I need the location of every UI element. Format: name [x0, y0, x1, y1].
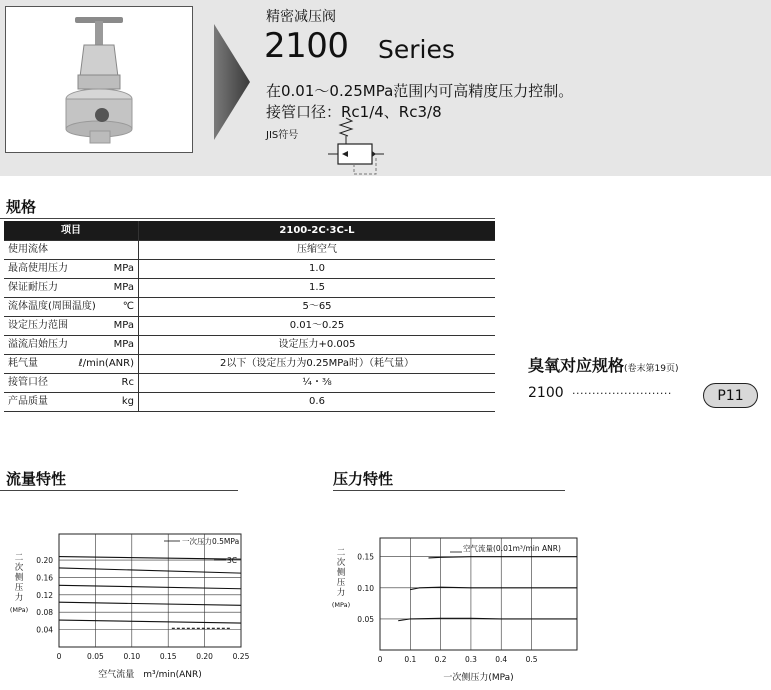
spec-row-value: 1.0: [139, 260, 496, 279]
spec-row-label: 溢流启始压力: [8, 339, 68, 350]
ozone-note: (卷末第19页): [624, 364, 679, 374]
plot-frame: [380, 538, 577, 650]
annotation-label: 3C: [227, 556, 238, 565]
ozone-title-text: 臭氧对应规格: [528, 356, 625, 375]
y-tick-label: 0.10: [357, 583, 374, 593]
ozone-leader-dots: ·························: [572, 387, 672, 400]
spec-row-value: ¼・⅜: [139, 374, 496, 393]
x-tick-label: 0.2: [434, 655, 447, 664]
spec-title: 规格: [6, 198, 37, 216]
spec-row-label: 设定压力范围: [8, 320, 68, 331]
x-tick-label: 0.05: [87, 652, 104, 661]
x-tick-label: 0.1: [404, 655, 417, 664]
y-axis-unit: (MPa): [9, 606, 29, 614]
spec-row-unit: ℃: [122, 301, 134, 312]
product-subtitle: 精密减压阀: [266, 9, 336, 25]
y-axis-label-char: 压: [336, 578, 346, 588]
table-row: [4, 393, 495, 412]
spec-row-label: 最高使用压力: [8, 263, 68, 274]
flow-title-rule: [0, 490, 238, 491]
y-axis-label-char: 压: [14, 583, 24, 593]
spec-header-model: 2100-2C·3C-L: [139, 221, 496, 241]
series-number: 2100: [264, 26, 349, 66]
pressure-title-rule: [333, 490, 565, 491]
y-tick-label: 0.12: [36, 590, 53, 600]
x-tick-label: 0.4: [495, 655, 508, 664]
spec-row-value: 设定压力+0.005: [139, 336, 496, 355]
spec-row-label: 保证耐压力: [8, 282, 58, 293]
table-row: [4, 355, 495, 374]
spec-row-value: 压缩空气: [139, 241, 496, 260]
flow-characteristics-chart: [0, 525, 260, 690]
y-axis-label-char: 次: [14, 563, 24, 573]
ozone-title: [528, 353, 679, 376]
y-tick-label: 0.05: [357, 614, 374, 624]
y-axis-label-char: 侧: [336, 568, 346, 578]
series-word: Series: [378, 35, 455, 64]
y-tick-label: 0.08: [36, 608, 53, 618]
spec-table: [4, 221, 495, 412]
spec-row-label: 耗气量: [8, 358, 38, 369]
y-tick-label: 0.04: [36, 625, 53, 635]
y-axis-label-char: 力: [14, 593, 24, 603]
jis-regulator-symbol: [318, 114, 388, 176]
table-row: [4, 336, 495, 355]
table-row: [4, 317, 495, 336]
x-axis-label: 一次侧压力(MPa): [443, 673, 514, 683]
x-axis-label: 空气流量 m³/min(ANR): [98, 670, 202, 680]
spec-title-rule: [0, 218, 495, 219]
section-arrow: [212, 24, 252, 140]
annotation-label: 空气流量(0.01m³/min ANR): [463, 544, 561, 553]
spec-row-value: 0.6: [139, 393, 496, 412]
spec-row-value: 5～65: [139, 298, 496, 317]
spec-row-value: 1.5: [139, 279, 496, 298]
table-row: [4, 298, 495, 317]
page-ref-badge[interactable]: P11: [703, 383, 758, 408]
port-size-label: 接管口径：Rc1/4、Rc3/8: [266, 103, 442, 121]
y-tick-label: 0.15: [357, 552, 374, 562]
table-row: [4, 374, 495, 393]
spec-row-label: 使用流体: [8, 244, 48, 255]
x-tick-label: 0: [377, 655, 383, 664]
table-row: [4, 260, 495, 279]
product-photo: [5, 6, 193, 153]
flow-chart-title: 流量特性: [6, 470, 67, 488]
spec-row-label: 流体温度(周围温度): [8, 301, 96, 312]
x-tick-label: 0.15: [159, 652, 177, 661]
spec-row-value: 2以下（设定压力为0.25MPa时）（耗气量）: [139, 355, 496, 374]
jis-label: JIS符号: [266, 130, 299, 141]
pressure-characteristics-chart: [330, 525, 590, 690]
spec-row-value: 0.01～0.25: [139, 317, 496, 336]
y-axis-label-char: 二: [336, 548, 346, 558]
table-row: [4, 279, 495, 298]
y-axis-label-char: 次: [336, 558, 346, 568]
spec-row-unit: MPa: [113, 339, 134, 350]
spec-header-item: 项目: [4, 221, 139, 241]
spec-row-unit: Rc: [121, 377, 134, 388]
y-tick-label: 0.20: [36, 556, 53, 566]
ozone-model: 2100: [528, 385, 564, 401]
spec-row-unit: kg: [121, 396, 134, 407]
spec-row-label: 接管口径: [8, 377, 48, 388]
spec-row-unit: ℓ/min(ANR): [78, 358, 134, 369]
x-tick-label: 0.5: [525, 655, 538, 664]
y-axis-label-char: 二: [14, 553, 24, 563]
pressure-chart-title: 压力特性: [333, 470, 394, 488]
y-axis-unit: (MPa): [331, 601, 351, 609]
x-tick-label: 0.10: [123, 652, 141, 661]
y-tick-label: 0.16: [36, 573, 53, 583]
plot-frame: [59, 534, 241, 647]
spec-header-row: [4, 221, 495, 241]
x-tick-label: 0.20: [196, 652, 213, 661]
y-axis-label-char: 侧: [14, 573, 24, 583]
table-row: [4, 241, 495, 260]
spec-row-unit: MPa: [113, 282, 134, 293]
spec-row-unit: MPa: [113, 263, 134, 274]
x-tick-label: 0.3: [464, 655, 477, 664]
x-tick-label: 0.25: [232, 652, 250, 661]
spec-row-label: 产品质量: [8, 396, 48, 407]
y-axis-label-char: 力: [336, 588, 346, 598]
x-tick-label: 0: [56, 652, 62, 661]
product-description: 在0.01～0.25MPa范围内可高精度压力控制。: [266, 82, 574, 100]
spec-row-unit: MPa: [113, 320, 134, 331]
annotation-label: 一次压力0.5MPa: [182, 537, 240, 546]
